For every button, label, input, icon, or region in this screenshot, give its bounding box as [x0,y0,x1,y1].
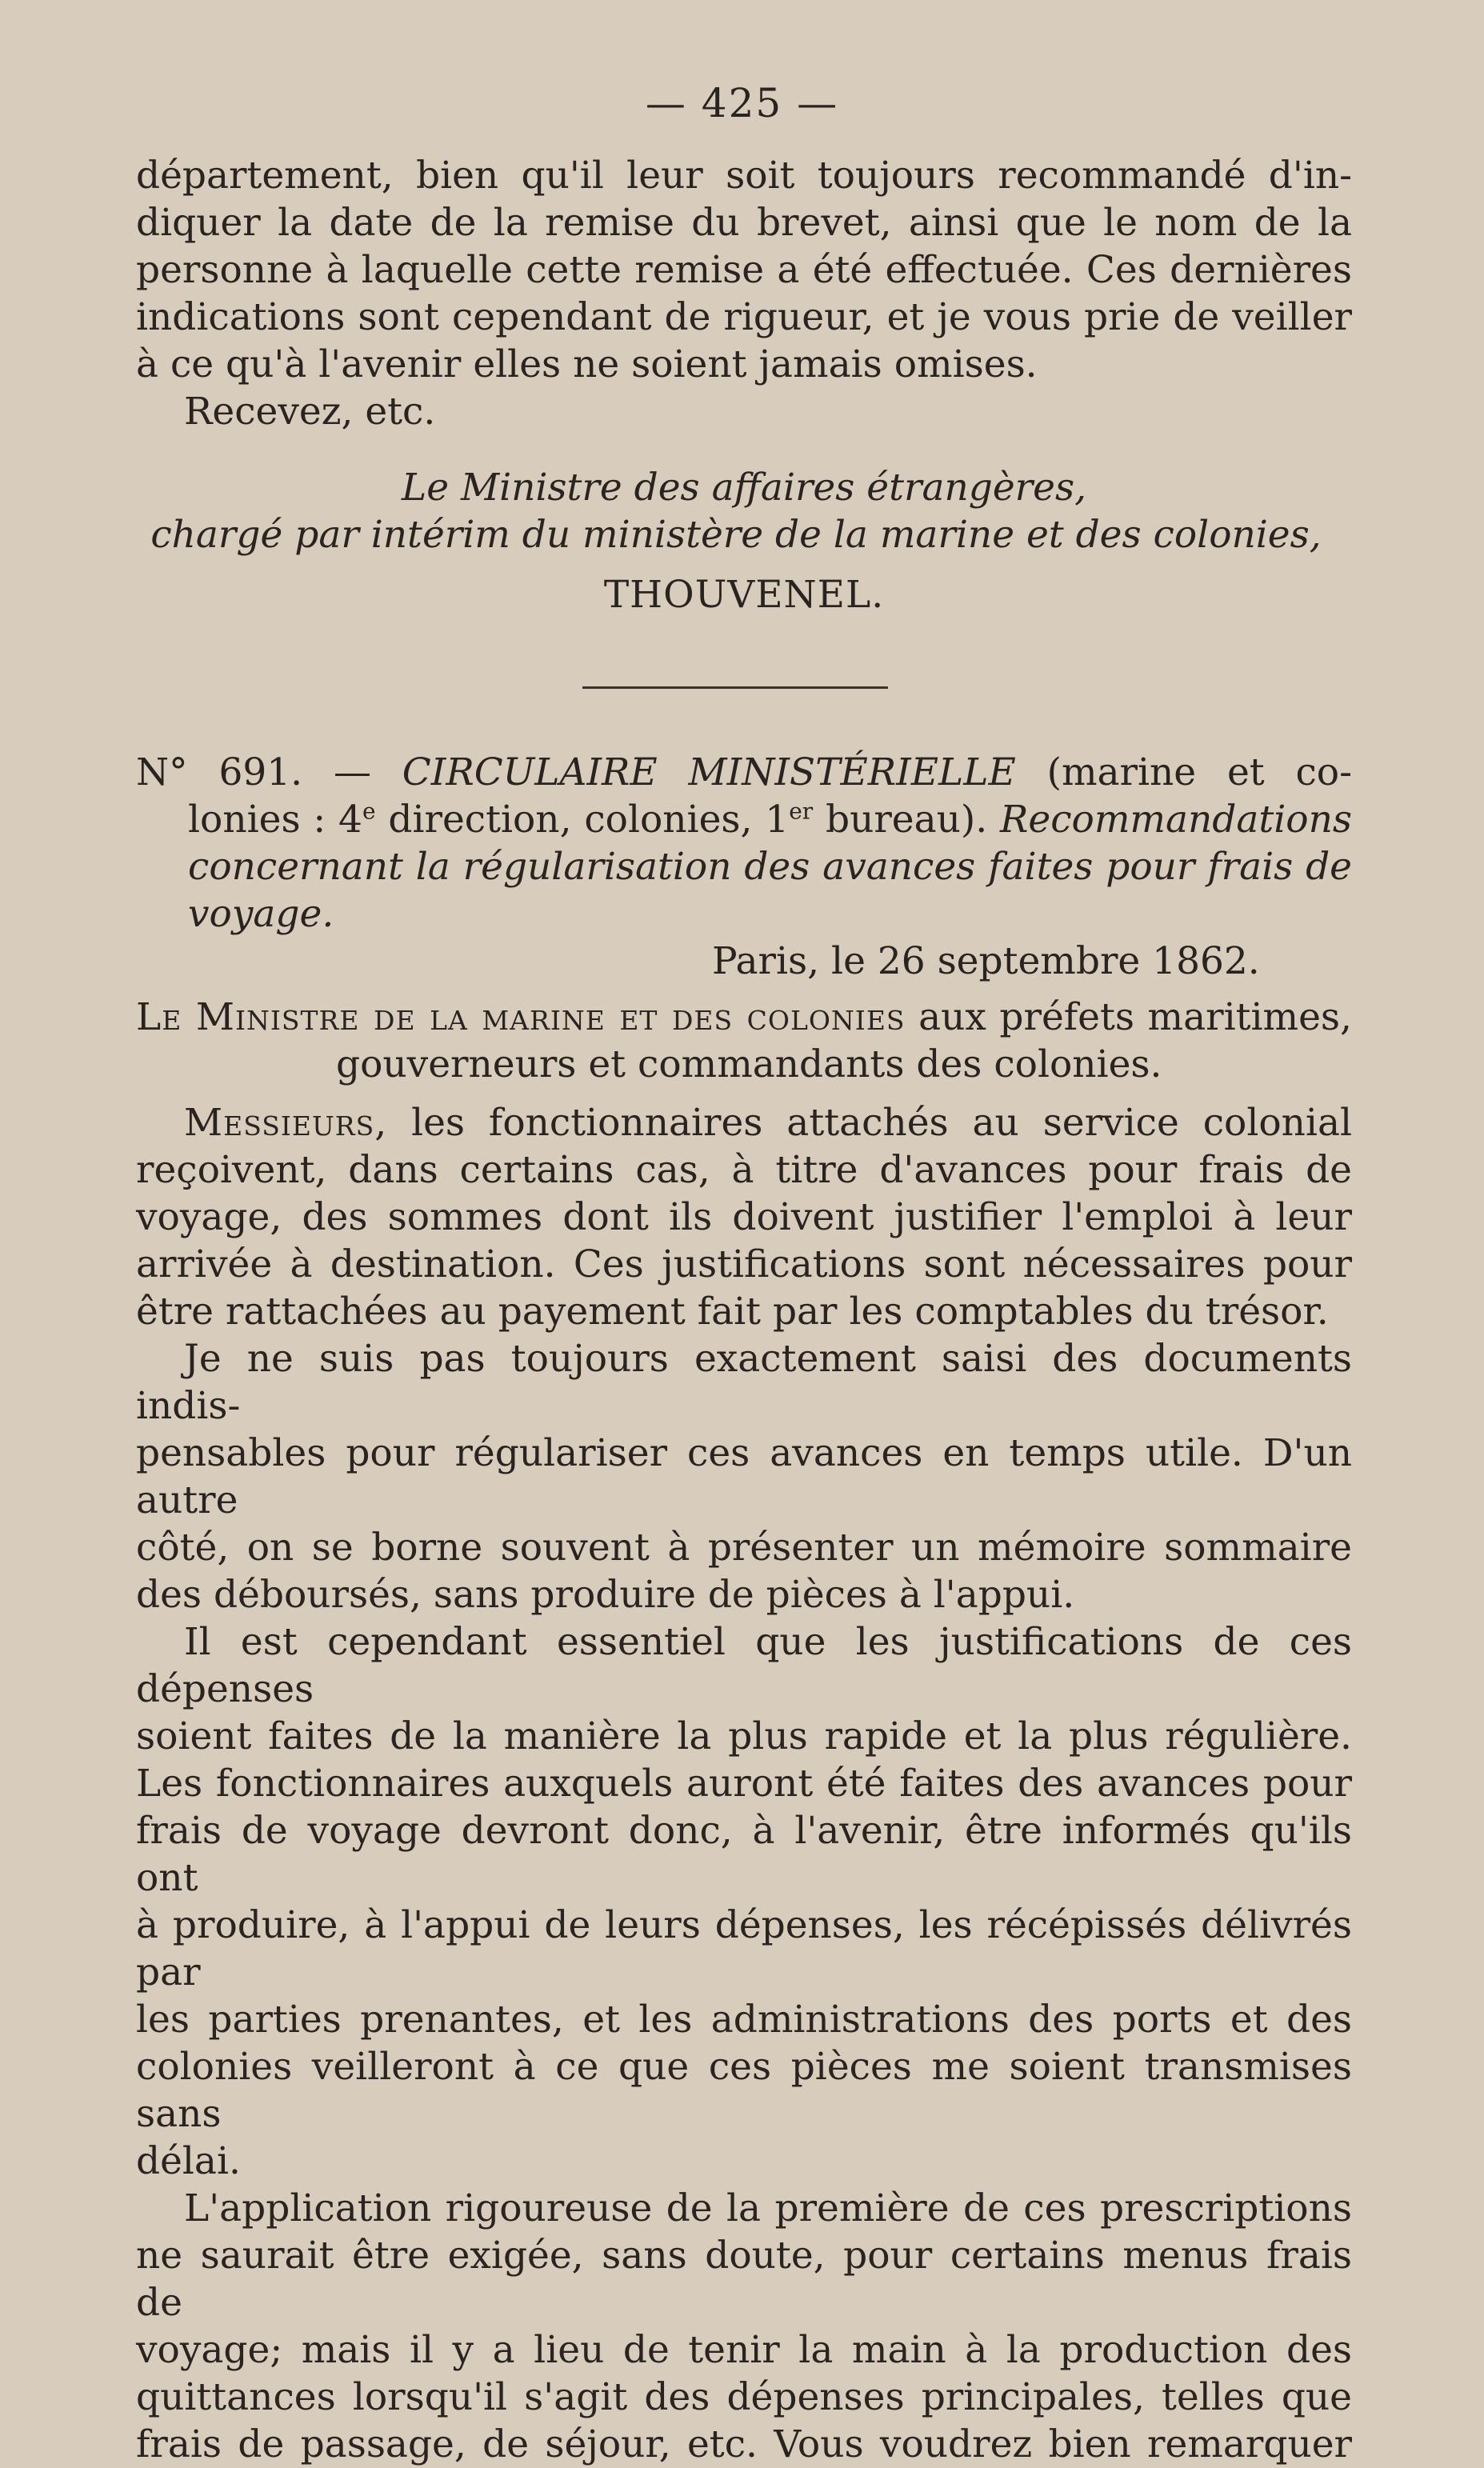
text-line: pensables pour régulariser ces avances en temps utile. D'un autre [136,1431,1352,1522]
text-line: être rattachées au payement fait par les comptables du trésor. [136,1290,1329,1334]
text-line: Les fonctionnaires auxquels auront été faites des avances pour [136,1762,1352,1806]
closing-formula: Recevez, etc. [184,390,436,434]
text-line: Messieurs, les fonctionnaires attachés au service colonial [184,1101,1352,1145]
address-block [136,994,1352,1088]
text-line: voyage; mais il y a lieu de tenir la main à la production des [136,2328,1352,2372]
previous-letter-end [136,152,1352,435]
text-line: Je ne suis pas toujours exactement saisi des documents indis- [136,1337,1352,1428]
text-line: frais de voyage devront donc, à l'avenir, être informés qu'ils ont [136,1809,1352,1900]
text-line: personne à laquelle cette remise a été effectuée. Ces dernières [136,248,1352,292]
salutation: Messieurs, [184,1101,388,1145]
text-line: indications sont cependant de rigueur, et je vous prie de veiller [136,295,1352,339]
circular-heading [136,749,1352,985]
text-line: diquer la date de la remise du brevet, ainsi que le nom de la [136,201,1352,245]
recipients: aux préfets maritimes, [918,995,1352,1039]
signature-block [136,464,1352,618]
text-line: délai. [136,2139,241,2183]
text-line: Il est cependant essentiel que les justifications de ces dépenses [136,1620,1352,1711]
heading-line: lonies : 4e direction, colonies, 1er bureau). Recommandations [188,798,1352,842]
signatory-name: THOUVENEL. [603,573,885,617]
heading-line [136,749,1352,796]
text-line: frais de passage, de séjour, etc. Vous voudrez bien remarquer [136,2422,1352,2466]
text-line: à produire, à l'appui de leurs dépenses, les récépissés délivrés par [136,1903,1352,1994]
circular-number: N° 691. — [136,750,371,794]
text-line: à ce qu'à l'avenir elles ne soient jamais omises. [136,342,1038,386]
circular-body [136,1099,1352,2468]
section-divider [582,686,888,689]
heading-line: voyage. [188,892,334,936]
text-line: ne saurait être exigée, sans doute, pour certains menus frais de [136,2234,1352,2325]
address-line [136,994,1352,1041]
circular-dept: (marine et co- [1046,750,1352,794]
circular-subject: Recommandations [1000,798,1352,842]
text-line: les parties prenantes, et les administrations des ports et des [136,1998,1352,2042]
text-line: reçoivent, dans certains cas, à titre d'avances pour frais de [136,1148,1352,1192]
address-line: gouverneurs et commandants des colonies. [336,1042,1162,1086]
sender: Le Ministre de la marine et des colonies [136,995,906,1039]
text-line: département, bien qu'il leur soit toujours recommandé d'in- [136,154,1352,198]
dateline: Paris, le 26 septembre 1862. [712,939,1260,983]
signatory-title: Le Ministre des affaires étrangères, [401,466,1087,510]
text-line: voyage, des sommes dont ils doivent justifier l'emploi à leur [136,1195,1352,1239]
text-line: colonies veilleront à ce que ces pièces me soient transmises sans [136,2045,1352,2136]
text-line: arrivée à destination. Ces justifications sont nécessaires pour [136,1242,1352,1286]
text-line: des déboursés, sans produire de pièces à l'appui. [136,1573,1075,1617]
page-number: — 425 — [645,80,839,126]
text-line: quittances lorsqu'il s'agit des dépenses principales, telles que [136,2375,1352,2419]
circular-title: CIRCULAIRE MINISTÉRIELLE [402,750,1016,794]
signatory-title-cont: chargé par intérim du ministère de la marine et des colonies, [150,513,1322,557]
heading-line: concernant la régularisation des avances faites pour frais de [188,845,1352,889]
text-line: côté, on se borne souvent à présenter un mémoire sommaire [136,1526,1352,1570]
text-line: soient faites de la manière la plus rapide et la plus régulière. [136,1714,1352,1758]
text-line: L'application rigoureuse de la première de ces prescriptions [184,2186,1352,2230]
